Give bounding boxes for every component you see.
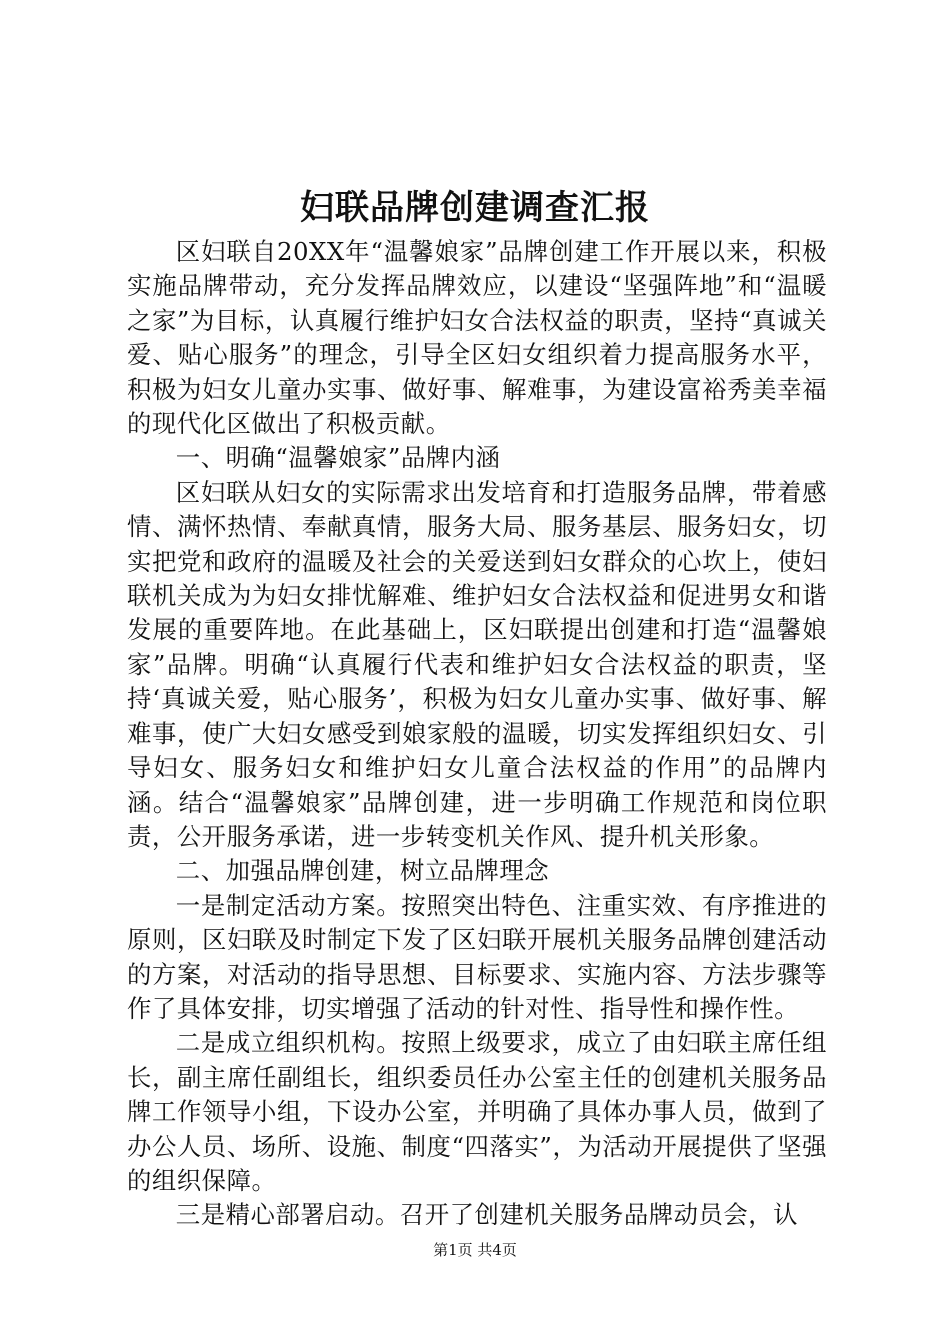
paragraph-organization: 二是成立组织机构。按照上级要求，成立了由妇联主席任组长，副主席任副组长，组织委员任办公室主任的创建机关服务品牌工作领导小组，下设办公室，并明确了具体办事人员，做到了办公人员、场所、设施、制度“四落实”，为活动开展提供了坚强的组织保障。	[127, 1028, 827, 1195]
page-footer: 第1页 共4页	[433, 1241, 517, 1259]
paragraph-deployment: 三是精心部署启动。召开了创建机关服务品牌动员会，认	[175, 1200, 799, 1230]
paragraph-activity-plan: 一是制定活动方案。按照突出特色、注重实效、有序推进的原则，区妇联及时制定下发了区妇联开展机关服务品牌创建活动的方案，对活动的指导思想、目标要求、实施内容、方法步骤等作了具体安排，切实增强了活动的针对性、指导性和操作性。	[127, 890, 827, 1023]
paragraph-brand-connotation: 区妇联从妇女的实际需求出发培育和打造服务品牌，带着感情、满怀热情、奉献真情，服务大局、服务基层、服务妇女，切实把党和政府的温暖及社会的关爱送到妇女群众的心坎上，使妇联机关成为为妇女排忧解难、维护妇女合法权益和促进男女和谐发展的重要阵地。在此基础上，区妇联提出创建和打造“温馨娘家”品牌。明确“认真履行代表和维护妇女合法权益的职责，坚持‘真诚关爱，贴心服务’，积极为妇女儿童办实事、做好事、解难事，使广大妇女感受到娘家般的温暖，切实发挥组织妇女、引导妇女、服务妇女和维护妇女儿童合法权益的作用”的品牌内涵。结合“温馨娘家”品牌创建，进一步明确工作规范和岗位职责，公开服务承诺，进一步转变机关作风、提升机关形象。	[127, 477, 827, 851]
document-title: 妇联品牌创建调查汇报	[300, 188, 650, 228]
document-body	[127, 235, 827, 1233]
section-heading-2: 二、加强品牌创建，树立品牌理念	[175, 856, 550, 886]
paragraph-intro: 区妇联自20XX年“温馨娘家”品牌创建工作开展以来，积极实施品牌带动，充分发挥品牌效应，以建设“坚强阵地”和“温暖之家”为目标，认真履行维护妇女合法权益的职责，坚持“真诚关爱、贴心服务”的理念，引导全区妇女组织着力提高服务水平，积极为妇女儿童办实事、做好事、解难事，为建设富裕秀美幸福的现代化区做出了积极贡献。	[127, 237, 827, 439]
section-heading-1: 一、明确“温馨娘家”品牌内涵	[175, 443, 501, 473]
